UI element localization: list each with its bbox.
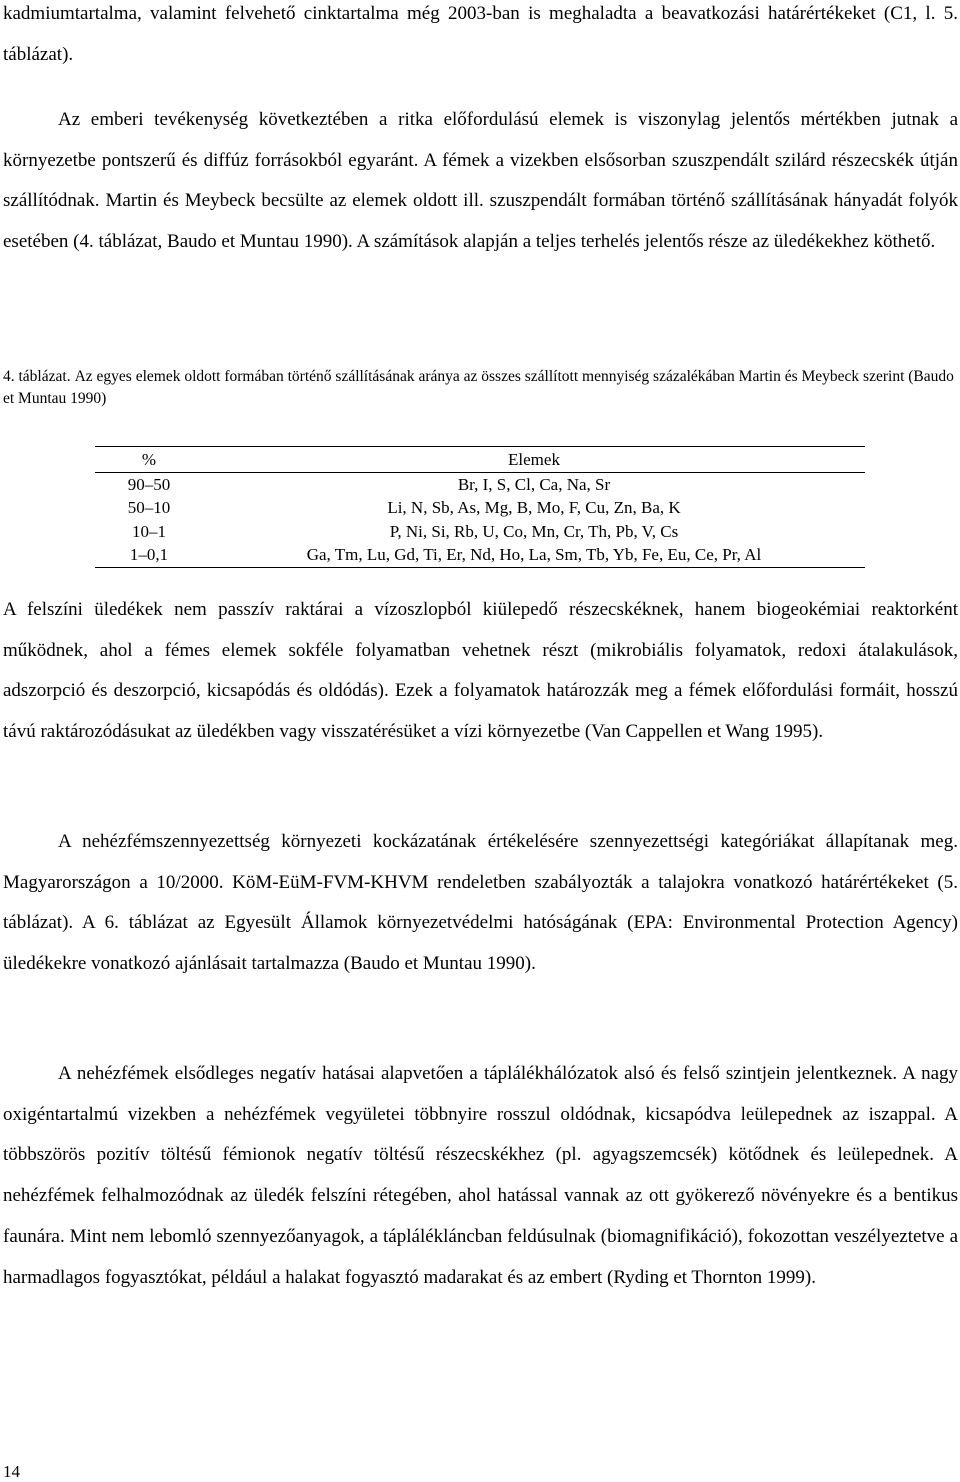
cell-elements: Li, N, Sb, As, Mg, B, Mo, F, Cu, Zn, Ba, K [387, 498, 681, 517]
paragraph-trace-elements: Az emberi tevékenység következtében a ritka előfordulású elemek is viszonylag jelentős mértékben jutnak a környezetbe pontszerű és diffúz forrásokból egyaránt. A fémek a vizekben elsősorban szuszpendált szilárd részecskék útján szállítódnak. Martin és Meybeck becsülte az elemek oldott ill. szuszpendált formában történő szállításának hányadát folyók esetében (4. táblázat, Baudo et Muntau 1990). A számítások alapján a teljes terhelés jelentős része az üledékekhez köthető. [3, 109, 958, 253]
cell-elements: Ga, Tm, Lu, Gd, Ti, Er, Nd, Ho, La, Sm, Tb, Yb, Fe, Eu, Ce, Pr, Al [306, 545, 762, 564]
cell-elements: Br, I, S, Cl, Ca, Na, Sr [457, 474, 611, 494]
cell-percent: 90–50 [127, 474, 171, 494]
table-caption-label: 4. táblázat. [3, 368, 71, 385]
table-row [95, 520, 865, 544]
table-caption [3, 366, 958, 410]
paragraph-risk-assessment: A nehézfémszennyezettség környezeti kockázatának értékelésére szennyezettségi kategóriákat állapítanak meg. Magyarországon a 10/2000. KöM-EüM-FVM-KHVM rendeletben szabályozták a talajokra vonatkozó határértékeket (5. táblázat). A 6. táblázat az Egyesült Államok környezetvédelmi hatóságának (EPA: Environmental Protection Agency) üledékekre vonatkozó ajánlásait tartalmazza (Baudo et Muntau 1990). [3, 831, 958, 975]
table-row [95, 543, 865, 567]
paragraph-continuation: kadmiumtartalma, valamint felvehető cinktartalma még 2003-ban is meghaladta a beavatkozási határértékeket (C1, l. 5. táblázat). [3, 3, 958, 65]
elements-table [95, 446, 865, 568]
table-row [95, 496, 865, 520]
header-elements: Elemek [203, 447, 865, 473]
table-caption-text: Az egyes elemek oldott formában történő szállításának aránya az összes szállított mennyiség százalékában Martin és Meybeck szerint (Baudo et Muntau 1990) [3, 368, 954, 407]
dissolved-transport-table [95, 446, 865, 568]
cell-percent: 1–0,1 [129, 545, 169, 564]
cell-elements: P, Ni, Si, Rb, U, Co, Mn, Cr, Th, Pb, V, Cs [389, 521, 679, 541]
table-header-row [95, 447, 865, 473]
header-percent: % [95, 447, 203, 473]
paragraph-sediment-reactor: A felszíni üledékek nem passzív raktárai a vízoszlopból kiülepedő részecskéknek, hanem biogeokémiai reaktorként működnek, ahol a fémes elemek sokféle folyamatban vehetnek részt (mikrobiális folyamatok, redoxi átalakulások, adszorpció és deszorpció, kicsapódás és oldódás). Ezek a folyamatok határozzák meg a fémek előfordulási formáit, hosszú távú raktározódásukat az üledékben vagy visszatérésüket a vízi környezetbe (Van Cappellen et Wang 1995). [3, 599, 958, 743]
cell-percent: 50–10 [127, 498, 171, 517]
page-number: 14 [3, 1462, 20, 1481]
cell-percent: 10–1 [132, 521, 166, 541]
table-row [95, 472, 865, 496]
paragraph-negative-effects: A nehézfémek elsődleges negatív hatásai alapvetően a táplálékhálózatok alsó és felső szintjein jelentkeznek. A nagy oxigéntartalmú vizekben a nehézfémek vegyületei többnyire rosszul oldódnak, kicsapódva leülepednek az iszappal. A többszörös pozitív töltésű fémionok negatív töltésű részecskékhez (pl. agyagszemcsék) kötődnek és leülepednek. A nehézfémek felhalmozódnak az üledék felszíni rétegében, ahol hatással vannak az ott gyökerező növényekre és a bentikus faunára. Mint nem lebomló szennyezőanyagok, a táplálékláncban feldúsulnak (biomagnifikáció), fokozottan veszélyeztetve a harmadlagos fogyasztókat, például a halakat fogyasztó madarakat és az embert (Ryding et Thornton 1999). [3, 1063, 958, 1288]
